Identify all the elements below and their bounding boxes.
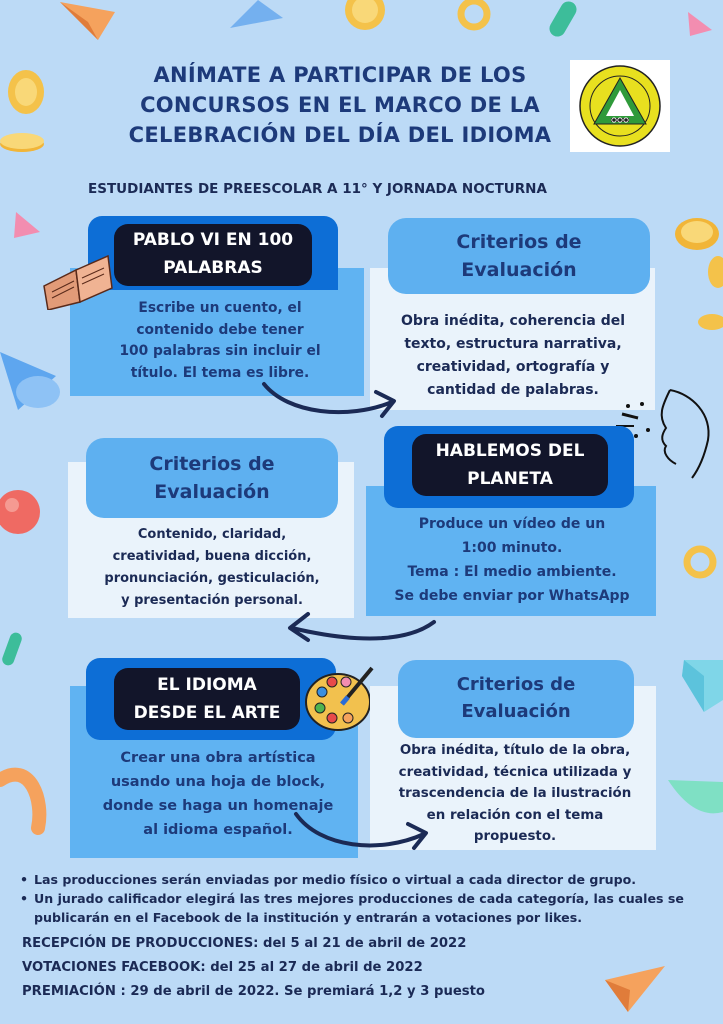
paper-plane-icon: [60, 2, 115, 40]
note-item: • Un jurado calificador elegirá las tres mejores producciones de cada categoría, las cuales se publicarán en el Facebook de la institución y entrarán a votaciones por likes.: [20, 889, 720, 927]
contest1-criteria-title: [388, 218, 650, 294]
contest2-desc-line: Se debe enviar por WhatsApp: [394, 588, 630, 604]
reception-dates: RECEPCIÓN DE PRODUCCIONES: del 5 al 21 de abril de 2022: [22, 936, 467, 951]
criteria-line: trascendencia de la ilustración: [398, 786, 632, 801]
contest1-title: [114, 224, 312, 286]
arrow-right-icon: [258, 378, 408, 428]
cone-icon: [230, 0, 283, 28]
contest2-criteria-title: [86, 438, 338, 518]
note-item: • Las producciones serán enviadas por medio físico o virtual a cada director de grupo.: [20, 870, 720, 889]
contest2-desc-line: Tema : El medio ambiente.: [407, 564, 617, 580]
criteria-title-line-2: Evaluación: [461, 701, 571, 722]
contest3-desc-line: al idioma español.: [143, 822, 293, 838]
criteria-line: en relación con el tema: [426, 807, 604, 823]
subtitle: ESTUDIANTES DE PREESCOLAR A 11° Y JORNADA NOCTURNA: [88, 181, 547, 197]
ring-icon: [687, 549, 713, 575]
contest1-desc-line: Escribe un cuento, el: [138, 300, 302, 316]
contest3-title-line-1: EL IDIOMA: [157, 675, 257, 695]
criteria-line: pronunciación, gesticulación,: [104, 571, 320, 586]
criteria-title-line-1: Criterios de: [456, 231, 582, 253]
contest2-title-line-1: HABLEMOS DEL: [435, 441, 585, 461]
criteria-line: creatividad, técnica utilizada y: [398, 764, 632, 780]
criteria-title-line-1: Criterios de: [456, 674, 576, 695]
curve-icon: [0, 775, 39, 828]
criteria-line: propuesto.: [473, 829, 557, 844]
award-date: PREMIACIÓN : 29 de abril de 2022. Se premiará 1,2 y 3 puesto: [22, 984, 485, 999]
bowl-icon: [668, 780, 723, 813]
criteria-line: texto, estructura narrativa,: [404, 336, 622, 352]
title-line-1: ANÍMATE A PARTICIPAR DE LOS: [153, 63, 527, 87]
ball-icon: [0, 490, 40, 534]
criteria-line: y presentación personal.: [121, 593, 303, 608]
title-line-3: CELEBRACIÓN DEL DÍA DEL IDIOMA: [128, 123, 552, 147]
pyramid-icon: [688, 12, 712, 36]
arrow-right-icon: [290, 808, 440, 862]
contest3-criteria-title: [398, 660, 634, 738]
contest2-title-line-2: PLANETA: [467, 469, 553, 489]
contest3-desc-line: donde se haga un homenaje: [102, 798, 334, 814]
contest3-title-line-2: DESDE EL ARTE: [133, 703, 281, 723]
criteria-line: Obra inédita, título de la obra,: [399, 743, 631, 758]
arrow-left-icon: [282, 604, 442, 654]
title-line-2: CONCURSOS EN EL MARCO DE LA: [140, 93, 540, 117]
criteria-line: Contenido, claridad,: [137, 527, 287, 542]
pyramid-icon: [14, 212, 40, 238]
contest1-desc-line: título. El tema es libre.: [130, 364, 310, 381]
contest1-title-line-1: PABLO VI EN 100: [132, 230, 294, 250]
contest3-title: [114, 668, 300, 730]
criteria-line: cantidad de palabras.: [427, 382, 599, 398]
contest2-criteria: [72, 524, 352, 612]
school-logo: [570, 60, 670, 152]
contest1-desc-line: contenido debe tener: [136, 321, 304, 338]
criteria-title-line-2: Evaluación: [461, 259, 577, 281]
criteria-title-line-2: Evaluación: [154, 481, 270, 503]
contest1-title-line-2: PALABRAS: [163, 258, 263, 278]
contest1-description: [86, 298, 354, 384]
voting-dates: VOTACIONES FACEBOOK: del 25 al 27 de abril de 2022: [22, 960, 423, 975]
contest3-desc-line: usando una hoja de block,: [110, 774, 326, 790]
contest2-description: [368, 512, 656, 608]
coin-icon: [708, 256, 723, 288]
coin-icon: [698, 314, 723, 330]
notes-list: [20, 870, 720, 927]
contest2-desc-line: Produce un vídeo de un: [418, 516, 606, 532]
contest2-title: [412, 434, 608, 496]
page-title: [110, 60, 570, 150]
criteria-line: creatividad, ortografía y: [416, 359, 610, 375]
contest3-desc-line: Crear una obra artística: [120, 750, 316, 766]
stick-icon: [547, 0, 580, 39]
stick-icon: [1, 631, 24, 667]
criteria-line: creatividad, buena dicción,: [112, 549, 312, 564]
ring-icon: [461, 1, 487, 27]
contest1-desc-line: 100 palabras sin incluir el: [119, 343, 321, 359]
paint-palette-icon: [302, 660, 378, 736]
criteria-line: Obra inédita, coherencia del: [400, 313, 626, 329]
criteria-title-line-1: Criterios de: [149, 453, 275, 475]
contest2-desc-line: 1:00 minuto.: [461, 540, 563, 556]
